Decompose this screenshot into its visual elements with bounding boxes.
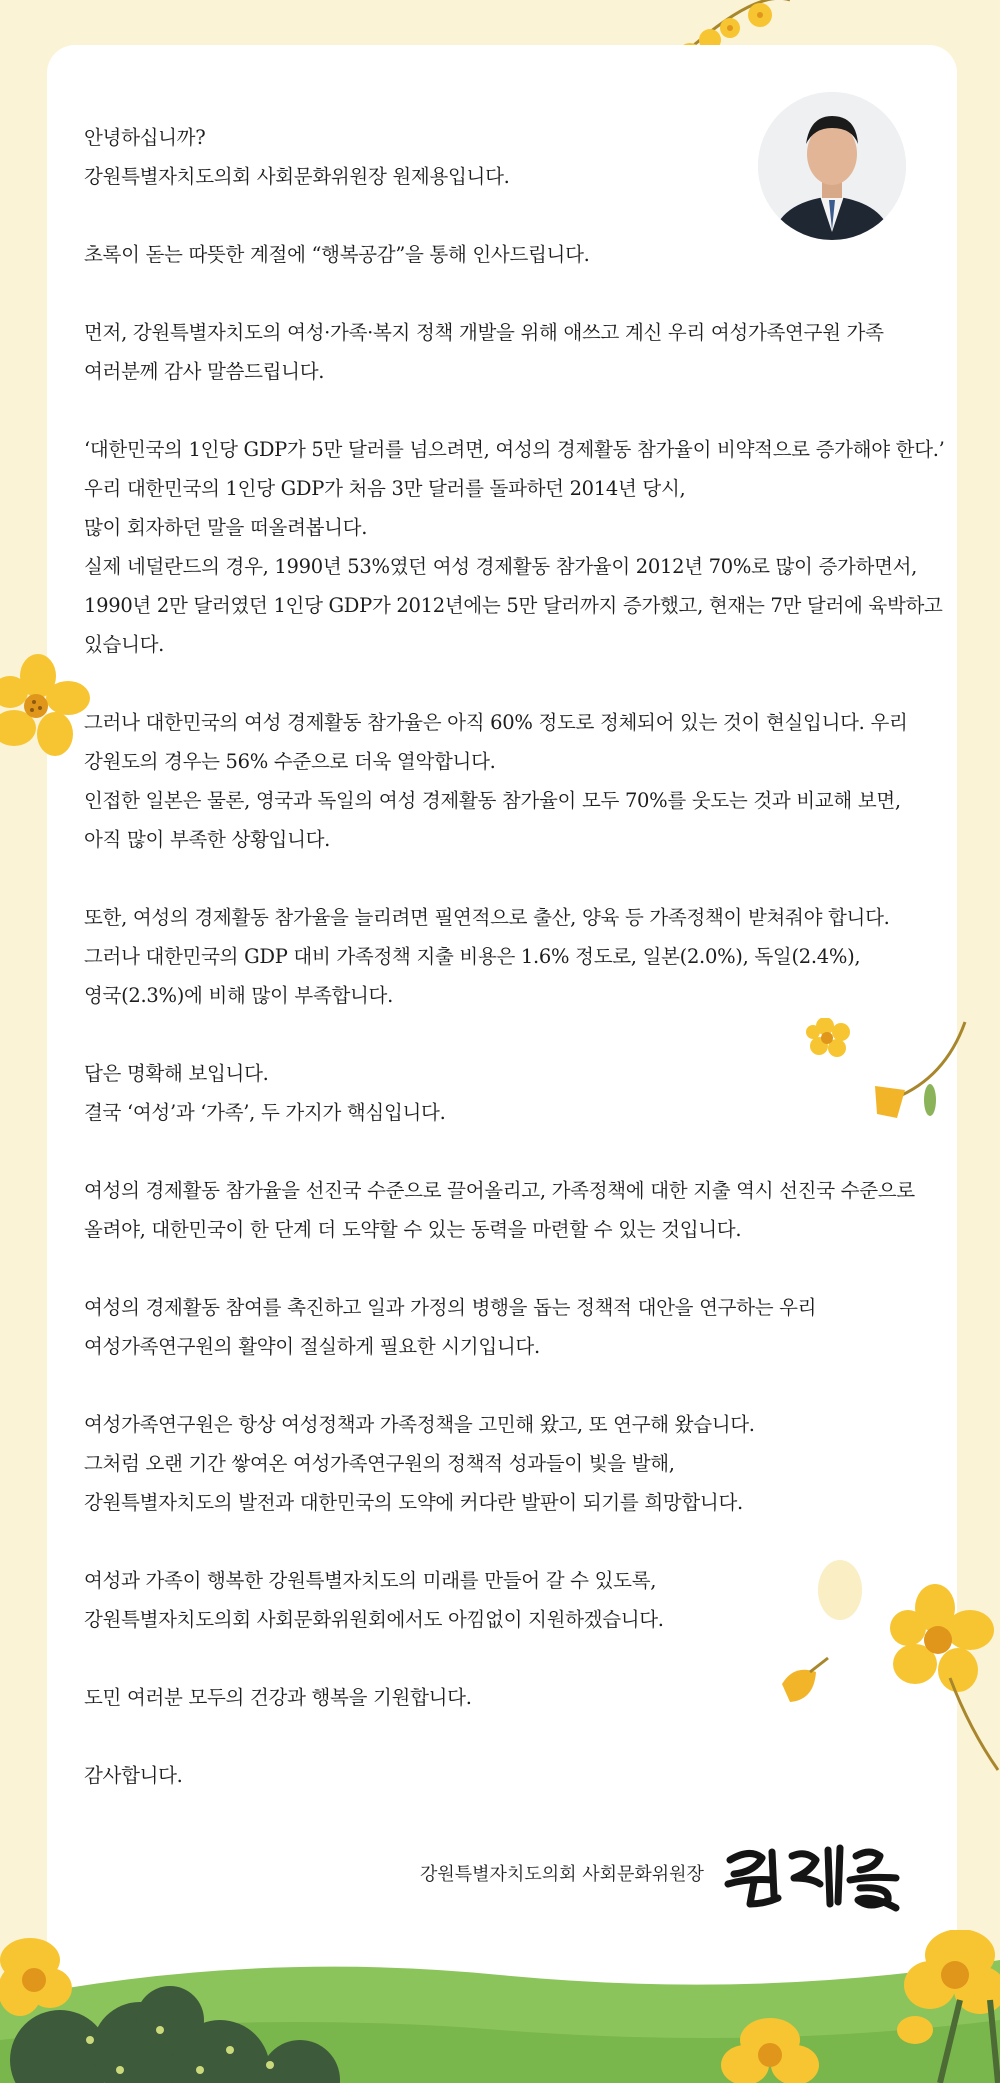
letter-paragraph [84, 703, 924, 859]
letter-paragraph [84, 1288, 924, 1366]
letter-line: 여성의 경제활동 참가율을 선진국 수준으로 끌어올리고, 가족정책에 대한 지출 역시 선진국 수준으로 [84, 1179, 915, 1202]
letter-line: 강원특별자치도의 발전과 대한민국의 도약에 커다란 발판이 되기를 희망합니다. [84, 1491, 743, 1514]
letter-paragraph [84, 430, 945, 664]
letter-line: 먼저, 강원특별자치도의 여성·가족·복지 정책 개발을 위해 애쓰고 계신 우리 여성가족연구원 가족 [84, 321, 884, 344]
letter-line: 실제 네덜란드의 경우, 1990년 53%였던 여성 경제활동 참가율이 2012년 70%로 많이 증가하면서, [84, 555, 918, 578]
letter-paragraph [84, 1405, 924, 1522]
letter-body [84, 118, 945, 1834]
signature-block [420, 1838, 920, 1918]
letter-line: 그처럼 오랜 기간 쌓여온 여성가족연구원의 정책적 성과들이 빛을 발해, [84, 1452, 675, 1475]
letter-paragraph [84, 313, 924, 391]
letter-line: 도민 여러분 모두의 건강과 행복을 기원합니다. [84, 1686, 472, 1709]
letter-line: 여성가족연구원은 항상 여성정책과 가족정책을 고민해 왔고, 또 연구해 왔습니다. [84, 1413, 755, 1436]
letter-paragraph [84, 1561, 924, 1639]
letter-line: 1990년 2만 달러였던 1인당 GDP가 2012년에는 5만 달러까지 증가했고, 현재는 7만 달러에 육박하고 [84, 594, 943, 617]
letter-paragraph [84, 1054, 924, 1132]
letter-line: 답은 명확해 보입니다. [84, 1062, 269, 1085]
letter-line: 올려야, 대한민국이 한 단계 더 도약할 수 있는 동력을 마련할 수 있는 것입니다. [84, 1218, 742, 1241]
letter-paragraph [84, 118, 924, 196]
grass-and-flowers-ground [0, 1930, 1000, 2083]
letter-line: 초록이 돋는 따뜻한 계절에 “행복공감”을 통해 인사드립니다. [84, 243, 590, 266]
letter-line: 우리 대한민국의 1인당 GDP가 처음 3만 달러를 돌파하던 2014년 당시, [84, 477, 686, 500]
letter-line: 감사합니다. [84, 1764, 183, 1787]
letter-line: 여성과 가족이 행복한 강원특별자치도의 미래를 만들어 갈 수 있도록, [84, 1569, 657, 1592]
letter-line: 안녕하십니까? [84, 126, 206, 149]
letter-line: 있습니다. [84, 633, 165, 656]
letter-line: 여성의 경제활동 참여를 촉진하고 일과 가정의 병행을 돕는 정책적 대안을 연구하는 우리 [84, 1296, 817, 1319]
letter-line: 그러나 대한민국의 GDP 대비 가족정책 지출 비용은 1.6% 정도로, 일본(2.0%), 독일(2.4%), [84, 945, 861, 968]
handwritten-signature [720, 1838, 910, 1918]
letter-line: 강원특별자치도의회 사회문화위원장 원제용입니다. [84, 165, 510, 188]
letter-paragraph [84, 235, 924, 274]
letter-line: 아직 많이 부족한 상황입니다. [84, 828, 331, 851]
letter-line: 강원특별자치도의회 사회문화위원회에서도 아낌없이 지원하겠습니다. [84, 1608, 664, 1631]
letter-paragraph [84, 1678, 924, 1717]
letter-line: 인접한 일본은 물론, 영국과 독일의 여성 경제활동 참가율이 모두 70%를 웃도는 것과 비교해 보면, [84, 789, 901, 812]
letter-line: 그러나 대한민국의 여성 경제활동 참가율은 아직 60% 정도로 정체되어 있는 것이 현실입니다. 우리 [84, 711, 908, 734]
letter-line: 결국 ‘여성’과 ‘가족’, 두 가지가 핵심입니다. [84, 1101, 446, 1124]
letter-line: 여러분께 감사 말씀드립니다. [84, 360, 325, 383]
signature-title: 강원특별자치도의회 사회문화위원장 [420, 1864, 704, 1885]
letter-paragraph [84, 1756, 924, 1795]
yellow-flower-left [0, 648, 90, 768]
letter-line: 강원도의 경우는 56% 수준으로 더욱 열악합니다. [84, 750, 496, 773]
letter-line: 또한, 여성의 경제활동 참가율을 늘리려면 필연적으로 출산, 양육 등 가족정책이 받쳐줘야 합니다. [84, 906, 890, 929]
letter-paragraph [84, 1171, 924, 1249]
letter-line: ‘대한민국의 1인당 GDP가 5만 달러를 넘으려면, 여성의 경제활동 참가율이 비약적으로 증가해야 한다.’ [84, 438, 945, 461]
letter-paragraph [84, 898, 924, 1015]
letter-line: 영국(2.3%)에 비해 많이 부족합니다. [84, 984, 393, 1007]
letter-line: 여성가족연구원의 활약이 절실하게 필요한 시기입니다. [84, 1335, 540, 1358]
letter-line: 많이 회자하던 말을 떠올려봅니다. [84, 516, 368, 539]
